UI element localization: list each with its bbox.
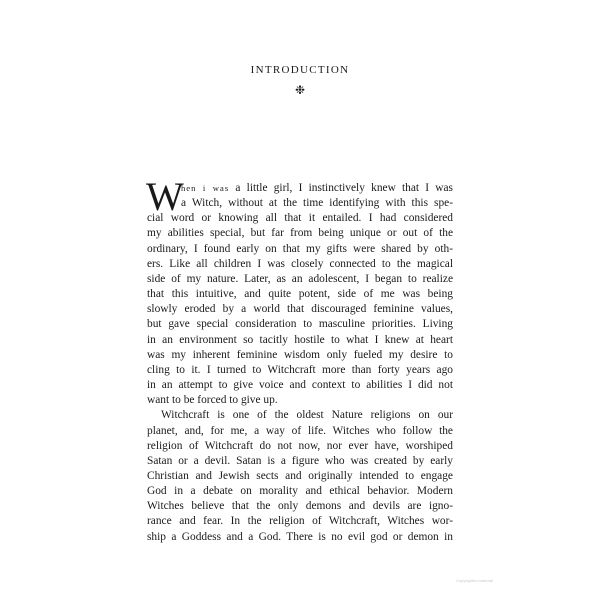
- text-line: ship a Goddess and a God. There is no evil god or demon in: [147, 530, 453, 543]
- chapter-title: INTRODUCTION: [250, 64, 350, 76]
- text-line-content: a little girl, I instinctively knew that I was: [235, 182, 453, 194]
- text-line: but gave special consideration to masculine priorities. Living: [147, 318, 453, 331]
- text-line: want to be forced to give up.: [147, 394, 278, 407]
- text-line: ers. Like all children I was closely connected to the magical: [147, 257, 453, 270]
- text-line: in an attempt to give voice and context to abilities I did not: [147, 379, 453, 392]
- text-line: Satan or a devil. Satan is a figure who was created by early: [147, 454, 453, 467]
- copyright-note: Copyrighted material: [456, 578, 493, 583]
- paragraph-2: [147, 408, 453, 544]
- text-line: my abilities special, but far from being unique or out of the: [147, 227, 453, 240]
- text-line: a Witch, without at the time identifying with this spe-: [181, 197, 453, 210]
- text-line: rance and fear. In the religion of Witchcraft, Witches wor-: [147, 515, 453, 528]
- text-line: Christian and Jewish sects and originally intended to engage: [147, 469, 453, 482]
- text-line: side of my nature. Later, as an adolescent, I began to realize: [147, 272, 453, 285]
- text-line: Witches believe that the only demons and devils are igno-: [147, 500, 453, 513]
- text-line: that this intuitive, and quite potent, side of me was being: [147, 288, 453, 301]
- text-line: was my inherent feminine wisdom only fueled my desire to: [147, 348, 453, 361]
- text-line: planet, and, for me, a way of life. Witches who follow the: [147, 424, 453, 437]
- text-line: God in a debate on morality and ethical behavior. Modern: [147, 485, 453, 498]
- text-line: in an environment so tacitly hostile to what I knew at heart: [147, 333, 453, 346]
- body-text: [146, 174, 453, 545]
- text-line: religion of Witchcraft do not now, nor ever have, worshiped: [147, 439, 453, 452]
- text-line: cial word or knowing all that it entailed. I had considered: [147, 212, 453, 225]
- opening-small-caps: hen i was: [181, 183, 230, 193]
- text-line: cling to it. I turned to Witchcraft more than forty years ago: [147, 363, 453, 376]
- paragraph-1: [146, 174, 453, 408]
- text-line: slowly eroded by a world that discouraged feminine values,: [147, 303, 453, 316]
- drop-cap: W: [146, 174, 184, 219]
- text-line: Witchcraft is one of the oldest Nature religions on our: [161, 409, 453, 422]
- ornament-icon: ❉: [294, 83, 306, 97]
- text-line: [147, 181, 453, 196]
- text-line: ordinary, I found early on that my gifts were shared by oth-: [147, 242, 453, 255]
